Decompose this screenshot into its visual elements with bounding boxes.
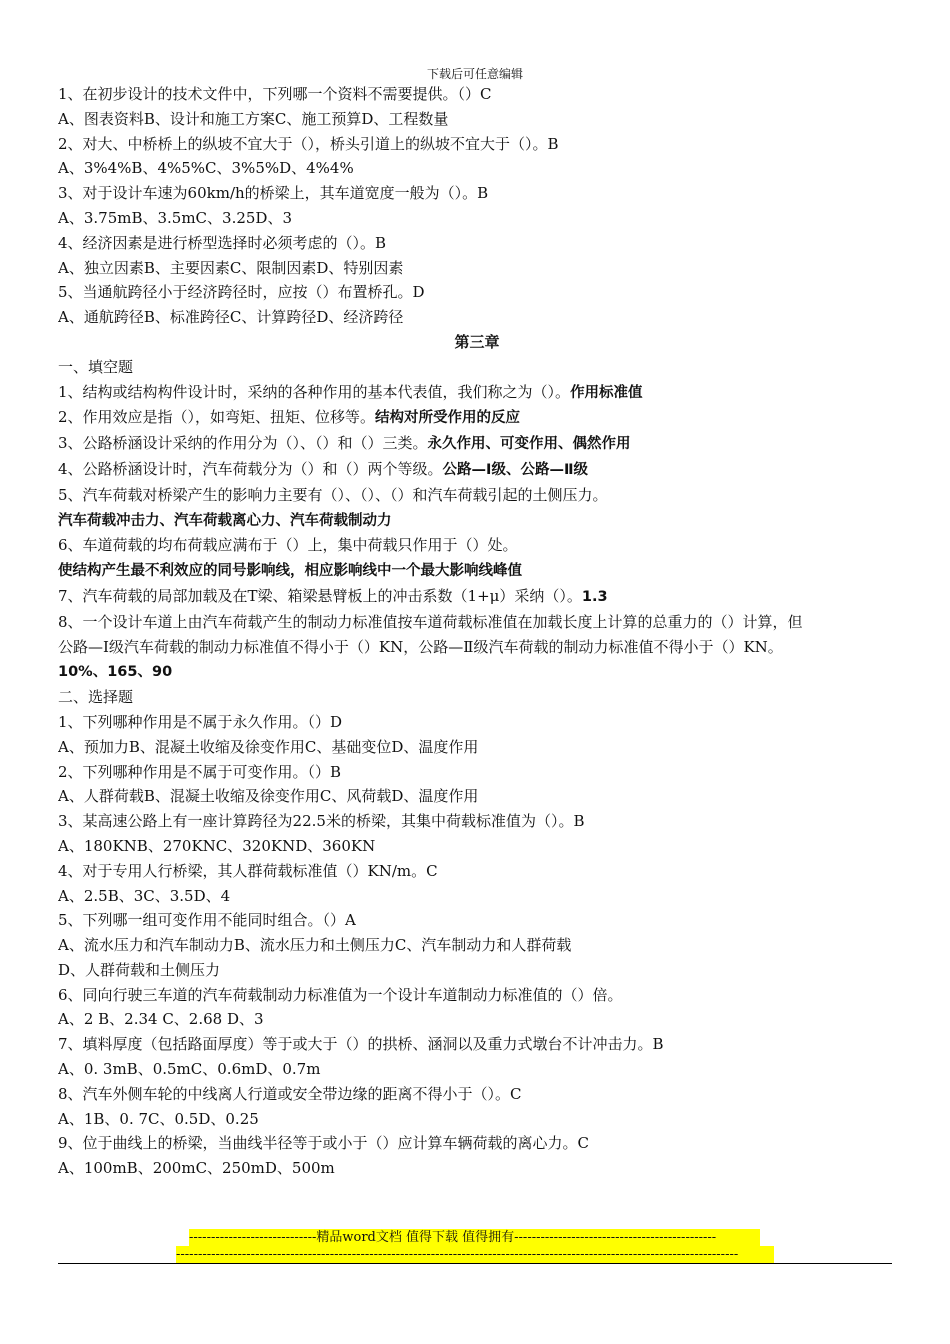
question-text: 3、对于设计车速为60km/h的桥梁上，其车道宽度一般为（）。B xyxy=(58,184,489,203)
footer-banner-line-1: -----------------------------精品word文档 值得下载 值得拥有---------------------------------------------- xyxy=(189,1229,760,1246)
question-text: 2、作用效应是指（），如弯矩、扭矩、位移等。 xyxy=(58,408,376,427)
text-line xyxy=(58,610,896,635)
text-line xyxy=(58,1156,896,1181)
question-text: 公路—Ⅰ级汽车荷载的制动力标准值不得小于（）KN，公路—Ⅱ级汽车荷载的制动力标准值不得小于（）KN。 xyxy=(58,637,783,656)
question-text: A、180KNB、270KNC、320KND、360KN xyxy=(58,836,376,855)
question-text: 5、汽车荷载对桥梁产生的影响力主要有（）、（）、（）和汽车荷载引起的土侧压力。 xyxy=(58,485,608,504)
text-line xyxy=(58,1131,896,1156)
question-text: A、2 B、2.34 C、2.68 D、3 xyxy=(58,1010,264,1029)
text-line xyxy=(58,584,896,610)
answer-text: 汽车荷载冲击力、汽车荷载离心力、汽车荷载制动力 xyxy=(58,512,392,529)
text-line xyxy=(58,735,896,760)
question-text: 4、对于专用人行桥梁，其人群荷载标准值（）KN/m。C xyxy=(58,861,438,880)
text-line xyxy=(58,908,896,933)
answer-text: 使结构产生最不利效应的同号影响线，相应影响线中一个最大影响线峰值 xyxy=(58,563,522,580)
question-text: 3、某高速公路上有一座计算跨径为22.5米的桥梁，其集中荷载标准值为（）。B xyxy=(58,812,585,831)
footer-rule xyxy=(58,1263,892,1264)
answer-text: 10%、165、90 xyxy=(58,664,173,681)
answer-text: 永久作用、可变作用、偶然作用 xyxy=(427,436,631,453)
question-text: 7、汽车荷载的局部加载及在T梁、箱梁悬臂板上的冲击系数（1+μ）采纳（）。 xyxy=(58,586,582,605)
text-line xyxy=(58,1082,896,1107)
question-text: A、3%4%B、4%5%C、3%5%D、4%4% xyxy=(58,159,354,178)
text-line xyxy=(58,508,896,534)
text-line xyxy=(58,280,896,305)
text-line xyxy=(58,710,896,735)
footer-banner-line-2: -------------------------------------------------------------------------------------------------------------------------------- xyxy=(176,1246,774,1263)
text-line xyxy=(58,132,896,157)
question-text: 2、对大、中桥桥上的纵坡不宜大于（），桥头引道上的纵坡不宜大于（）。B xyxy=(58,134,559,153)
text-line xyxy=(58,558,896,584)
question-text: 6、同向行驶三车道的汽车荷载制动力标准值为一个设计车道制动力标准值的（）倍。 xyxy=(58,985,623,1004)
answer-text: 作用标准值 xyxy=(570,384,643,401)
question-text: 一、填空题 xyxy=(58,357,134,376)
text-line xyxy=(58,635,896,660)
text-line xyxy=(58,859,896,884)
question-text: 6、车道荷载的均布荷载应满布于（）上，集中荷载只作用于（）处。 xyxy=(58,536,518,555)
question-text: 3、公路桥涵设计采纳的作用分为（）、（）和（）三类。 xyxy=(58,434,428,453)
page-header: 下载后可任意编辑 xyxy=(426,67,523,81)
text-line xyxy=(58,107,896,132)
text-line xyxy=(58,82,896,107)
text-line xyxy=(58,457,896,483)
text-line xyxy=(58,760,896,785)
text-line xyxy=(58,1032,896,1057)
question-text: 1、在初步设计的技术文件中，下列哪一个资料不需要提供。（）C xyxy=(58,85,492,103)
text-line xyxy=(58,355,896,380)
question-text: 5、当通航跨径小于经济跨径时，应按（）布置桥孔。D xyxy=(58,283,425,302)
text-line xyxy=(58,256,896,281)
text-line xyxy=(58,156,896,181)
text-line xyxy=(58,784,896,809)
question-text: A、预加力B、混凝土收缩及徐变作用C、基础变位D、温度作用 xyxy=(58,737,479,756)
chapter-heading: 第三章 xyxy=(454,332,500,351)
text-line xyxy=(58,958,896,983)
question-text: 二、选择题 xyxy=(58,688,134,707)
question-text: A、流水压力和汽车制动力B、流水压力和土侧压力C、汽车制动力和人群荷载 xyxy=(58,936,572,955)
question-text: A、通航跨径B、标准跨径C、计算跨径D、经济跨径 xyxy=(58,308,404,327)
text-line xyxy=(58,1057,896,1082)
text-line xyxy=(58,884,896,909)
question-text: 5、下列哪一组可变作用不能同时组合。（）A xyxy=(58,911,356,930)
answer-text: 结构对所受作用的反应 xyxy=(375,410,521,427)
text-line xyxy=(58,206,896,231)
text-line xyxy=(58,1107,896,1132)
question-text: A、2.5B、3C、3.5D、4 xyxy=(58,886,231,905)
text-line xyxy=(58,431,896,457)
question-text: A、独立因素B、主要因素C、限制因素D、特别因素 xyxy=(58,258,404,277)
question-text: 1、结构或结构构件设计时，采纳的各种作用的基本代表值，我们称之为（）。 xyxy=(58,382,571,401)
question-text: 2、下列哪种作用是不属于可变作用。（）B xyxy=(58,762,342,781)
question-text: A、1B、0. 7C、0.5D、0.25 xyxy=(58,1109,259,1128)
text-line xyxy=(58,983,896,1008)
text-line xyxy=(58,483,896,508)
question-text: D、人群荷载和土侧压力 xyxy=(58,960,221,979)
text-line xyxy=(58,685,896,710)
text-line xyxy=(58,933,896,958)
question-text: 1、下列哪种作用是不属于永久作用。（）D xyxy=(58,712,343,731)
question-text: 9、位于曲线上的桥梁，当曲线半径等于或小于（）应计算车辆荷载的离心力。C xyxy=(58,1134,590,1153)
question-text: 4、经济因素是进行桥型选择时必须考虑的（）。B xyxy=(58,233,387,252)
question-text: 4、公路桥涵设计时，汽车荷载分为（）和（）两个等级。 xyxy=(58,459,443,478)
text-line xyxy=(58,834,896,859)
text-line xyxy=(58,231,896,256)
answer-text: 公路—Ⅰ级、公路—Ⅱ级 xyxy=(442,461,588,478)
text-line xyxy=(58,809,896,834)
question-text: A、图表资料B、设计和施工方案C、施工预算D、工程数量 xyxy=(58,109,449,128)
answer-text: 1.3 xyxy=(581,588,608,605)
text-line xyxy=(58,659,896,685)
question-text: 7、填料厚度（包括路面厚度）等于或大于（）的拱桥、涵洞以及重力式墩台不计冲击力。B xyxy=(58,1035,664,1054)
text-line xyxy=(58,405,896,431)
question-text: A、100mB、200mC、250mD、500m xyxy=(58,1159,335,1178)
question-text: A、人群荷载B、混凝土收缩及徐变作用C、风荷载D、温度作用 xyxy=(58,787,479,806)
text-line xyxy=(58,305,896,330)
question-text: 8、汽车外侧车轮的中线离人行道或安全带边缘的距离不得小于（）。C xyxy=(58,1084,522,1103)
question-text: A、0. 3mB、0.5mC、0.6mD、0.7m xyxy=(58,1060,321,1079)
question-text: 8、一个设计车道上由汽车荷载产生的制动力标准值按车道荷载标准值在加载长度上计算的总重力的（）计算，但 xyxy=(58,612,803,631)
document-body xyxy=(58,82,896,1181)
text-line xyxy=(58,380,896,406)
question-text: A、3.75mB、3.5mC、3.25D、3 xyxy=(58,208,293,227)
text-line xyxy=(58,1007,896,1032)
text-line xyxy=(58,181,896,206)
text-line xyxy=(58,533,896,558)
